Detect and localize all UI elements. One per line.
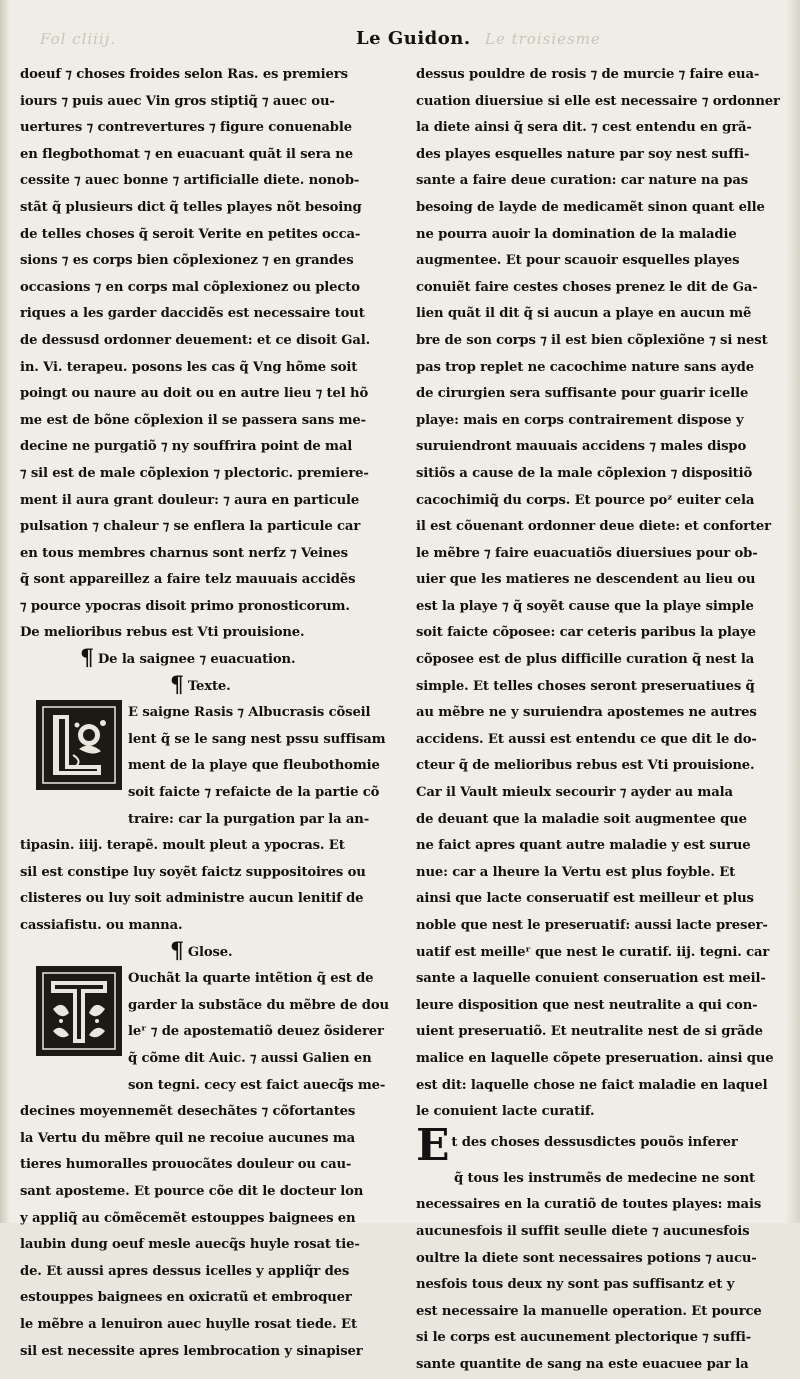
bleed-through-folio: Fol cliiij. <box>40 30 117 48</box>
text-line: poingt ou naure au doit ou en autre lieu ⁊ tel hõ <box>20 386 369 402</box>
left-paragraph-1 <box>20 62 392 647</box>
text-line: accidens. Et aussi est entendu ce que dit le do- <box>416 731 757 747</box>
pilcrow-icon: ¶ <box>170 937 184 964</box>
text-line: de. Et aussi apres dessus icelles y appliq̃r des <box>20 1263 350 1279</box>
text-line: sions ⁊ es corps bien cõplexionez ⁊ en grandes <box>20 253 354 269</box>
text-line: ainsi que lacte conseruatif est meilleur et plus <box>416 891 754 907</box>
glose-block <box>20 966 392 1365</box>
heading-text: Glose. <box>187 944 233 960</box>
text-line: doeuf ⁊ choses froides selon Ras. es premiers <box>20 67 348 82</box>
pilcrow-icon: ¶ <box>80 645 94 672</box>
text-line: cassiafistu. ou manna. <box>20 918 183 933</box>
text-line: noble que nest le preseruatif: aussi lacte preser- <box>416 918 768 933</box>
text-line: nesfois tous deux ny sont pas suffisantz et y <box>416 1277 735 1293</box>
text-line: son tegni. cecy est faict auecq̃s me- <box>128 1077 386 1093</box>
text-line: la diete ainsi q̃ sera dit. ⁊ cest entendu en grã- <box>416 120 752 136</box>
text-line: stãt q̃ plusieurs dict q̃ telles playes nõt besoing <box>20 199 362 215</box>
text-line: E saigne Rasis ⁊ Albucrasis cõseil <box>128 705 371 721</box>
text-line: cuation diuersiue si elle est necessaire ⁊ ordonner <box>416 93 780 109</box>
text-line: ne pourra auoir la domination de la maladie <box>416 226 737 242</box>
text-line: en flegbothomat ⁊ en euacuant quãt il sera ne <box>20 146 353 162</box>
text-line: uier que les matieres ne descendent au lieu ou <box>416 572 756 588</box>
text-line: malice en laquelle cõpete preseruation. ainsi que <box>416 1050 774 1066</box>
text-line: soit faicte cõposee: car ceteris paribus la playe <box>416 625 756 641</box>
running-head <box>0 22 800 52</box>
text-line: ⁊ pource ypocras disoit primo pronosticorum. <box>20 598 350 614</box>
text-line: dessus pouldre de rosis ⁊ de murcie ⁊ faire eua- <box>416 67 760 82</box>
text-line: de deuant que la maladie soit augmentee que <box>416 811 747 827</box>
text-line: sante a faire deue curation: car nature na pas <box>416 173 749 189</box>
text-line: lent q̃ se le sang nest pssu suffisam <box>128 731 386 747</box>
pilcrow-icon: ¶ <box>170 671 184 698</box>
text-line: soit faicte ⁊ refaicte de la partie cõ <box>128 785 380 801</box>
text-line: le mẽbre ⁊ faire euacuatiõs diuersiues pour ob- <box>416 545 758 561</box>
text-line: leʳ ⁊ de apostematiõ deuez õsiderer <box>128 1024 384 1040</box>
text-line: la Vertu du mẽbre quil ne recoiue aucunes ma <box>20 1130 356 1146</box>
text-line: de cirurgien sera suffisante pour guarir icelle <box>416 386 749 402</box>
text-line: au mẽbre ne y suruiendra apostemes ne autres <box>416 705 757 721</box>
text-line: y appliq̃ au cõmẽcemẽt estouppes baignees en <box>20 1210 356 1226</box>
text-line: occasions ⁊ en corps mal cõplexionez ou plecto <box>20 279 360 295</box>
section-heading-glose <box>20 937 392 967</box>
text-line: de telles choses q̃ seroit Verite en petites occa- <box>20 226 361 242</box>
right-column <box>416 62 782 1379</box>
scan-edge-right <box>786 0 800 1223</box>
text-line: estouppes baignees en oxicratũ et embroquer <box>20 1290 352 1306</box>
text-line: sante quantite de sang na este euacuee par la <box>416 1356 749 1372</box>
text-line: lien quãt il dit q̃ si aucun a playe en aucun mẽ <box>416 306 752 322</box>
text-line: des playes esquelles nature par soy nest suffi- <box>416 146 750 162</box>
text-line: si le corps est aucunement plectorique ⁊ suffi- <box>416 1330 752 1346</box>
heading-text: Texte. <box>187 678 231 694</box>
text-line: q̃ sont appareillez a faire telz mauuais accidẽs <box>20 572 356 588</box>
right-paragraph-2-lines <box>416 1166 782 1379</box>
text-line: sil est necessite apres lembrocation y sinapiser <box>20 1343 363 1359</box>
bleed-through-running-title: Le troisiesme <box>485 30 601 48</box>
text-line: leure disposition que nest neutralite a qui con- <box>416 997 758 1013</box>
text-line: simple. Et telles choses seront preseruatiues q̃ <box>416 678 755 694</box>
section-heading-saignee <box>20 647 392 674</box>
text-line: suruiendront mauuais accidens ⁊ males dispo <box>416 439 747 455</box>
text-line: sitiõs a cause de la male cõplexion ⁊ dispositiõ <box>416 465 753 481</box>
text-line: est dit: laquelle chose ne faict maladie en laquel <box>416 1077 768 1093</box>
text-line: me est de bõne cõplexion il se passera sans me- <box>20 412 366 428</box>
text-line: sil est constipe luy soyẽt faictz suppositoires ou <box>20 864 366 880</box>
text-line: aucunesfois il suffit seulle diete ⁊ aucunesfois <box>416 1223 750 1239</box>
text-line: augmentee. Et pour scauoir esquelles playes <box>416 253 740 269</box>
text-line: cacochimiq̃ du corps. Et pource poᶻ euiter cela <box>416 492 755 508</box>
text-line: besoing de layde de medicamẽt sinon quant elle <box>416 199 765 215</box>
scan-edge-left <box>0 0 10 1223</box>
text-line: tieres humoralles prouocãtes douleur ou cau- <box>20 1157 352 1173</box>
text-line: playe: mais en corps contrairement dispose y <box>416 412 744 428</box>
text-line: de dessusd ordonner deuement: et ce disoit Gal. <box>20 332 371 348</box>
heading-text: De la saignee ⁊ euacuation. <box>97 652 296 668</box>
text-line: est la playe ⁊ q̃ soyẽt cause que la playe simple <box>416 598 754 614</box>
large-initial-e: E <box>416 1119 450 1171</box>
text-line: Car il Vault mieulx secourir ⁊ ayder au mala <box>416 785 733 801</box>
text-line: conuiẽt faire cestes choses prenez le dit de Ga- <box>416 279 758 295</box>
right-paragraph-1 <box>416 62 782 1126</box>
text-line: ment il aura grant douleur: ⁊ aura en particule <box>20 492 360 508</box>
text-line: clisteres ou luy soit administre aucun lenitif de <box>20 891 364 907</box>
text-line: traire: car la purgation par la an- <box>128 811 370 827</box>
paragraph-opening-line <box>416 1119 782 1171</box>
text-line: garder la substãce du mẽbre de dou <box>128 997 389 1013</box>
text-line: sante a laquelle conuient conseruation est meil- <box>416 971 766 987</box>
text-line: est necessaire la manuelle operation. Et pource <box>416 1303 762 1319</box>
text-line: cõposee est de plus difficille curation q̃ nest la <box>416 652 755 668</box>
text-line: en tous membres charnus sont nerfz ⁊ Veines <box>20 545 348 561</box>
text-line: t des choses dessusdictes pouõs inferer <box>451 1134 738 1150</box>
text-line: nue: car a lheure la Vertu est plus foyble. Et <box>416 864 736 880</box>
decorated-initial-l-icon <box>36 700 122 790</box>
text-line: q̃ cõme dit Auic. ⁊ aussi Galien en <box>128 1050 372 1066</box>
decorated-initial-t-icon <box>36 966 122 1056</box>
running-title: Le Guidon. <box>356 28 471 49</box>
text-line: ⁊ sil est de male cõplexion ⁊ plectoric. premiere- <box>20 465 369 481</box>
text-line: q̃ tous les instrumẽs de medecine ne sont <box>454 1170 755 1186</box>
text-line: sant aposteme. Et pource cõe dit le docteur lon <box>20 1183 364 1199</box>
text-line: Ouchãt la quarte intẽtion q̃ est de <box>128 971 374 987</box>
text-line: decines moyennemẽt desechãtes ⁊ cõfortantes <box>20 1104 356 1120</box>
text-line: il est cõuenant ordonner deue diete: et conforter <box>416 519 771 535</box>
text-line: decine ne purgatiõ ⁊ ny souffrira point de mal <box>20 439 353 455</box>
text-line: ment de la playe que fleubothomie <box>128 758 380 774</box>
text-line: riques a les garder daccidẽs est necessaire tout <box>20 306 365 322</box>
text-line: le mẽbre a lenuiron auec huylle rosat tiede. Et <box>20 1316 357 1332</box>
text-line: laubin dung oeuf mesle auecq̃s huyle rosat tie- <box>20 1237 360 1253</box>
text-line: De melioribus rebus est Vti prouisione. <box>20 625 305 641</box>
text-line: in. Vi. terapeu. posons les cas q̃ Vng hõme soit <box>20 359 358 375</box>
right-paragraph-2 <box>416 1119 782 1379</box>
left-column <box>20 62 392 1365</box>
text-line: iours ⁊ puis auec Vin gros stiptiq̃ ⁊ auec ou- <box>20 93 335 109</box>
text-line: tipasin. iiij. terapẽ. moult pleut a ypocras. Et <box>20 838 345 854</box>
text-line: uertures ⁊ contrevertures ⁊ figure conuenable <box>20 120 352 136</box>
text-line: necessaires en la curatiõ de toutes playes: mais <box>416 1197 762 1213</box>
text-line: pas trop replet ne cacochime nature sans ayde <box>416 359 754 375</box>
section-heading-texte <box>20 671 392 701</box>
text-line: le conuient lacte curatif. <box>416 1104 595 1120</box>
text-line: uatif est meilleʳ que nest le curatif. iij. tegni. car <box>416 944 770 960</box>
text-line: uient preseruatiõ. Et neutralite nest de si grãde <box>416 1024 763 1040</box>
text-line: cteur q̃ de melioribus rebus est Vti prouisione. <box>416 758 755 774</box>
text-line: ne faict apres quant autre maladie y est surue <box>416 838 751 854</box>
text-line: oultre la diete sont necessaires potions ⁊ aucu- <box>416 1250 757 1266</box>
text-line: pulsation ⁊ chaleur ⁊ se enflera la particule car <box>20 519 361 535</box>
text-line: cessite ⁊ auec bonne ⁊ artificialle diete. nonob- <box>20 173 360 189</box>
text-line: bre de son corps ⁊ il est bien cõplexiõne ⁊ si nest <box>416 332 768 348</box>
texte-block <box>20 700 392 939</box>
